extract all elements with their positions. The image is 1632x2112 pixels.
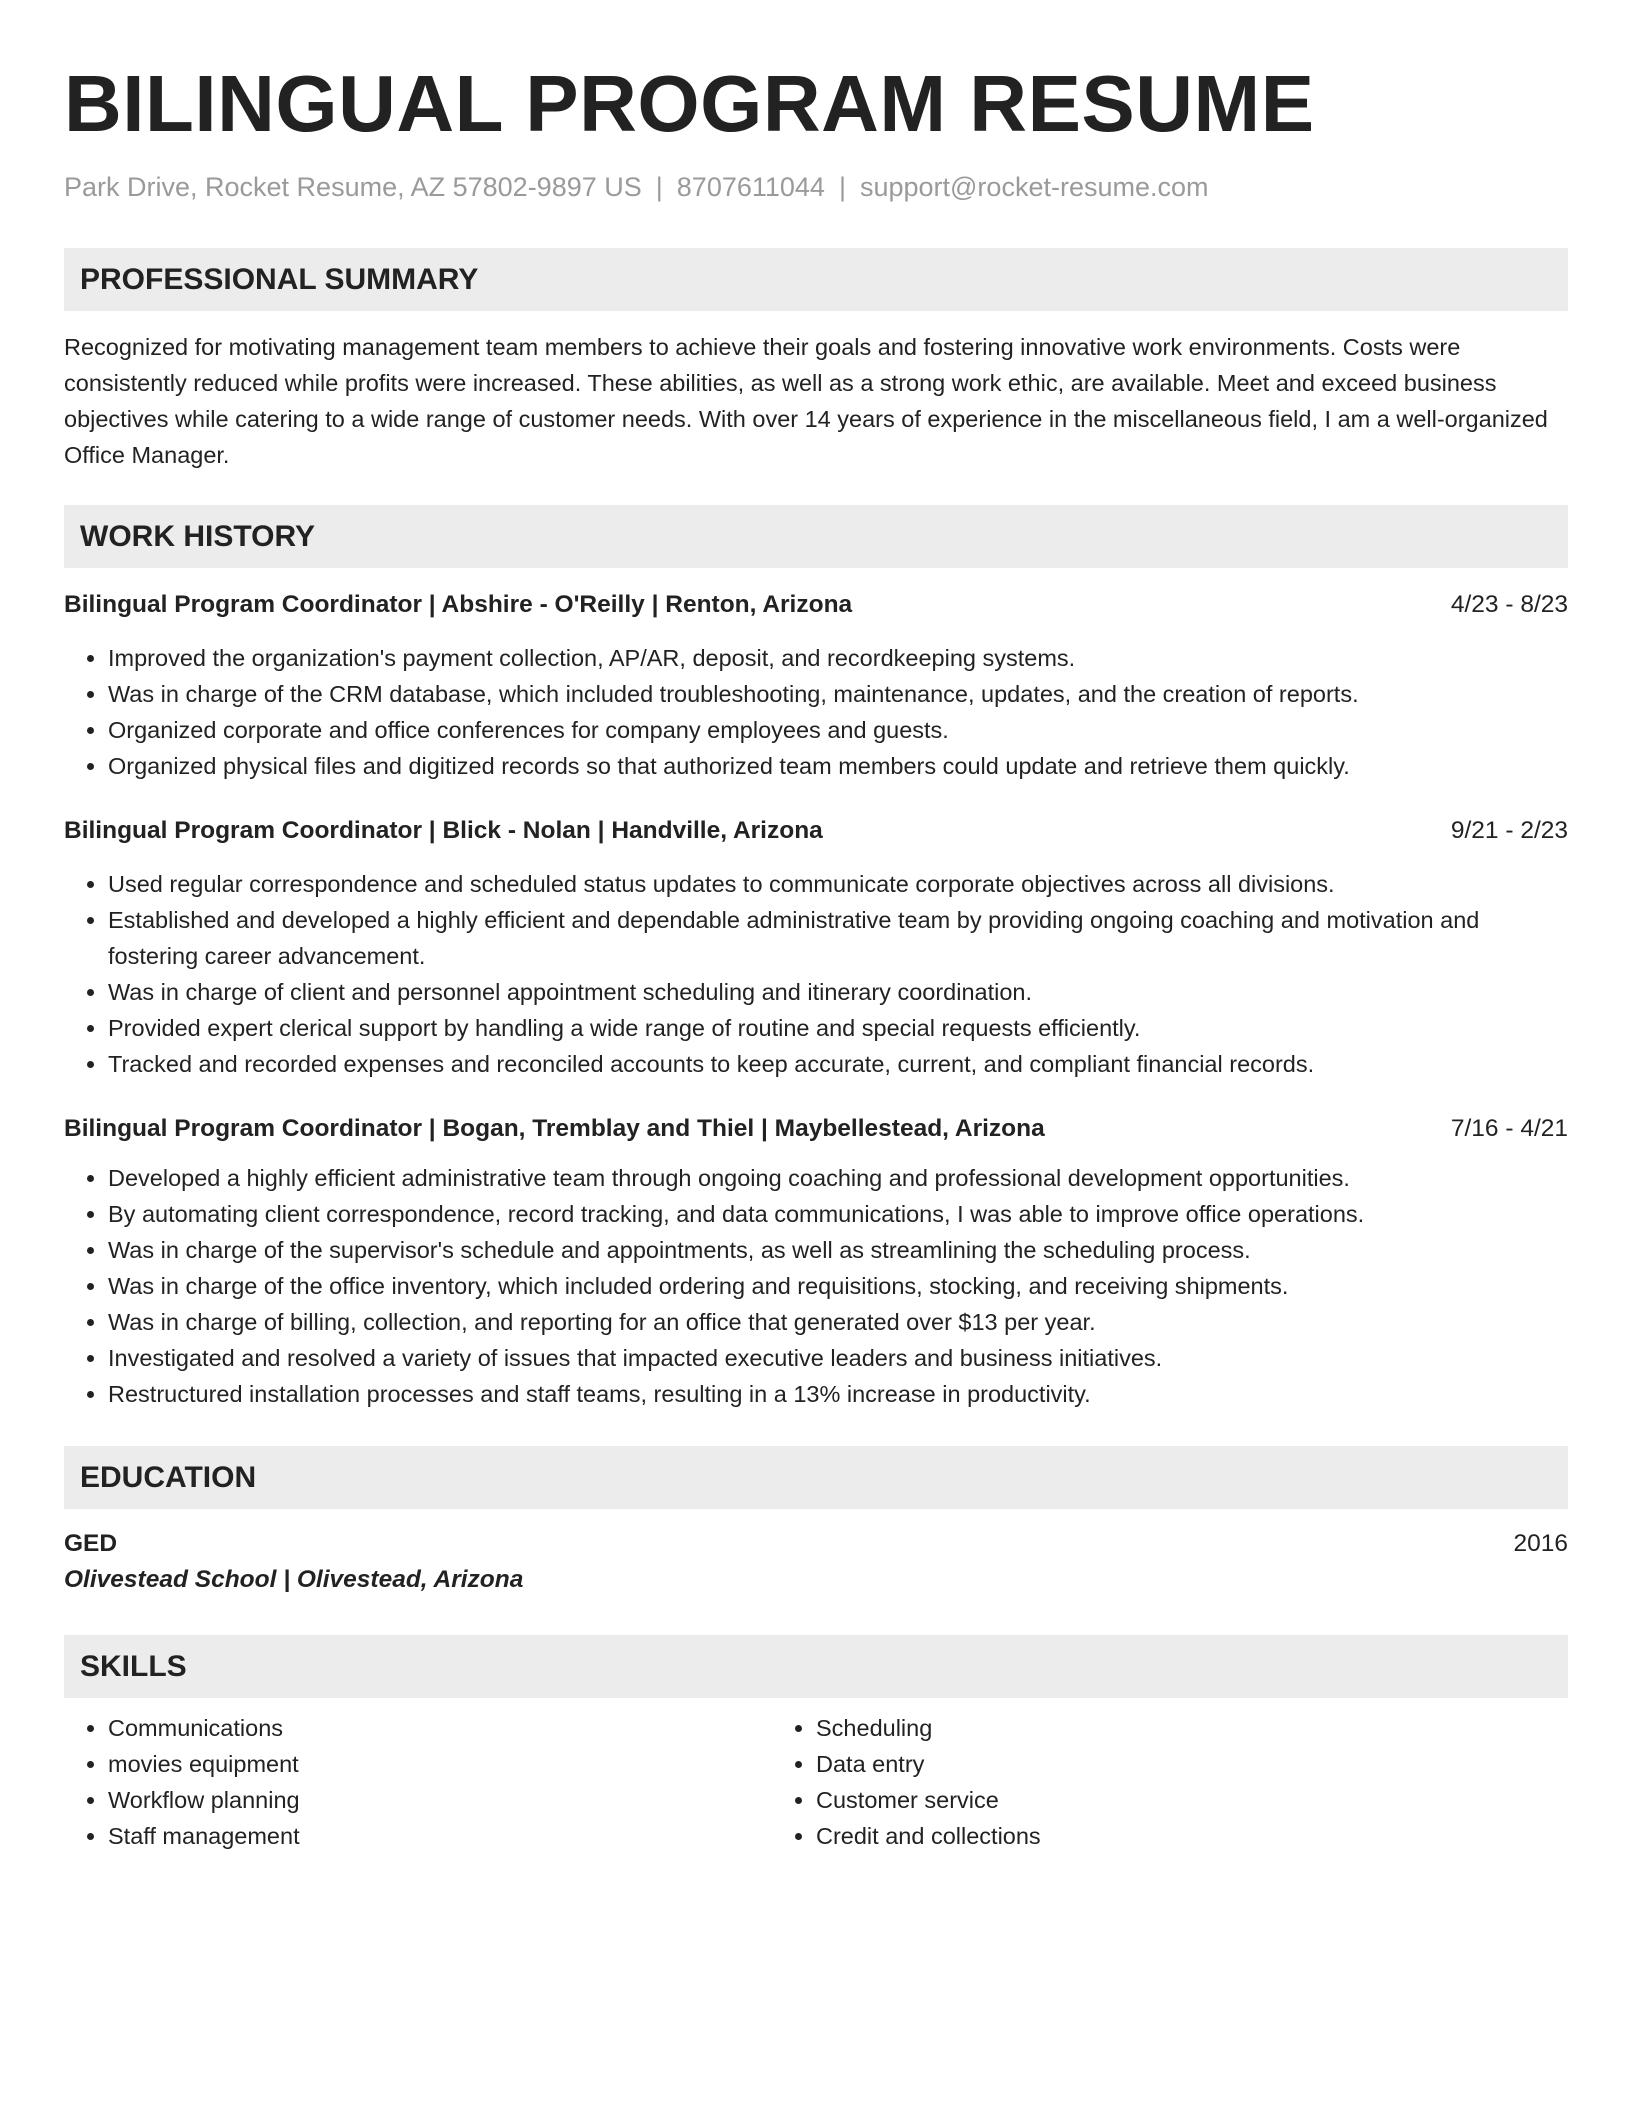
job-bullet: • Was in charge of the CRM database, which included troubleshooting, maintenance, updates, and the creation of reports.	[108, 676, 1568, 712]
skill-item: • Staff management	[108, 1818, 772, 1854]
job-entry	[64, 1112, 1568, 1412]
job-entry	[64, 814, 1568, 1082]
skill-item: • Data entry	[816, 1746, 1480, 1782]
job-bullet: • Was in charge of the office inventory, which included ordering and requisitions, stocking, and receiving shipments.	[108, 1268, 1568, 1304]
job-date: 4/23 - 8/23	[1450, 591, 1568, 618]
skill-item: • Credit and collections	[816, 1818, 1480, 1854]
job-bullets	[64, 640, 1568, 784]
job-bullet: • Tracked and recorded expenses and reconciled accounts to keep accurate, current, and compliant financial records.	[108, 1046, 1568, 1082]
summary-text: Recognized for motivating management team members to achieve their goals and fostering innovative work environments. Costs were consistently reduced while profits were increased. These abilities, as well as a strong work ethic, are available. Meet and exceed business objectives while catering to a wide range of customer needs. With over 14 years of experience in the miscellaneous field, I am a well-organized Office Manager.	[64, 334, 1548, 468]
job-bullet: • Provided expert clerical support by handling a wide range of routine and special requests efficiently.	[108, 1010, 1568, 1046]
skills-column-left	[64, 1710, 772, 1854]
job-bullet: • Investigated and resolved a variety of issues that impacted executive leaders and business initiatives.	[108, 1340, 1568, 1376]
skill-item: • Communications	[108, 1710, 772, 1746]
contact-separator: |	[838, 172, 846, 202]
section-heading-skills: SKILLS	[64, 1635, 1568, 1698]
contact-phone: 8707611044	[676, 172, 825, 202]
job-bullet: • Established and developed a highly efficient and dependable administrative team by providing ongoing coaching and motivation and fostering career advancement.	[108, 902, 1568, 974]
job-bullet: • Organized physical files and digitized records so that authorized team members could update and retrieve them quickly.	[108, 748, 1568, 784]
job-title: Bilingual Program Coordinator | Bogan, Tremblay and Thiel | Maybellestead, Arizona	[64, 1115, 1045, 1142]
skill-item: • Customer service	[816, 1782, 1480, 1818]
section-heading-education: EDUCATION	[64, 1446, 1568, 1509]
skill-item: • Scheduling	[816, 1710, 1480, 1746]
job-title: Bilingual Program Coordinator | Abshire - O'Reilly | Renton, Arizona	[64, 591, 853, 618]
job-bullet: • Improved the organization's payment collection, AP/AR, deposit, and recordkeeping systems.	[108, 640, 1568, 676]
education-school: Olivestead School | Olivestead, Arizona	[64, 1566, 524, 1593]
job-date: 9/21 - 2/23	[1450, 817, 1568, 844]
job-bullet: • Was in charge of billing, collection, and reporting for an office that generated over $13 per year.	[108, 1304, 1568, 1340]
job-bullets	[64, 866, 1568, 1082]
skills-column-right	[772, 1710, 1480, 1854]
education-degree: GED	[64, 1530, 118, 1557]
job-bullet: • Was in charge of the supervisor's schedule and appointments, as well as streamlining the scheduling process.	[108, 1232, 1568, 1268]
contact-address: Park Drive, Rocket Resume, AZ 57802-9897 US	[64, 172, 642, 202]
job-header	[64, 1112, 1568, 1146]
contact-line	[64, 170, 1568, 204]
job-date: 7/16 - 4/21	[1450, 1115, 1568, 1142]
skill-item: • movies equipment	[108, 1746, 772, 1782]
education-row	[64, 1527, 1568, 1561]
job-entry	[64, 588, 1568, 784]
contact-email: support@rocket-resume.com	[859, 172, 1209, 202]
education-year: 2016	[1513, 1530, 1568, 1557]
contact-separator: |	[655, 172, 663, 202]
job-bullet: • Organized corporate and office conferences for company employees and guests.	[108, 712, 1568, 748]
section-heading-summary: PROFESSIONAL SUMMARY	[64, 248, 1568, 311]
job-bullet: • Restructured installation processes and staff teams, resulting in a 13% increase in productivity.	[108, 1376, 1568, 1412]
job-bullets	[64, 1160, 1568, 1412]
section-heading-work-history: WORK HISTORY	[64, 505, 1568, 568]
job-bullet: • Developed a highly efficient administrative team through ongoing coaching and professional development opportunities.	[108, 1160, 1568, 1196]
job-header	[64, 588, 1568, 622]
job-bullet: • Used regular correspondence and scheduled status updates to communicate corporate objectives across all divisions.	[108, 866, 1568, 902]
job-header	[64, 814, 1568, 848]
resume-title: BILINGUAL PROGRAM RESUME	[64, 59, 1315, 148]
job-bullet: • By automating client correspondence, record tracking, and data communications, I was able to improve office operations.	[108, 1196, 1568, 1232]
resume-page	[64, 0, 1568, 1854]
skill-item: • Workflow planning	[108, 1782, 772, 1818]
job-title: Bilingual Program Coordinator | Blick - Nolan | Handville, Arizona	[64, 817, 823, 844]
skills-list	[64, 1710, 1568, 1854]
job-bullet: • Was in charge of client and personnel appointment scheduling and itinerary coordination.	[108, 974, 1568, 1010]
